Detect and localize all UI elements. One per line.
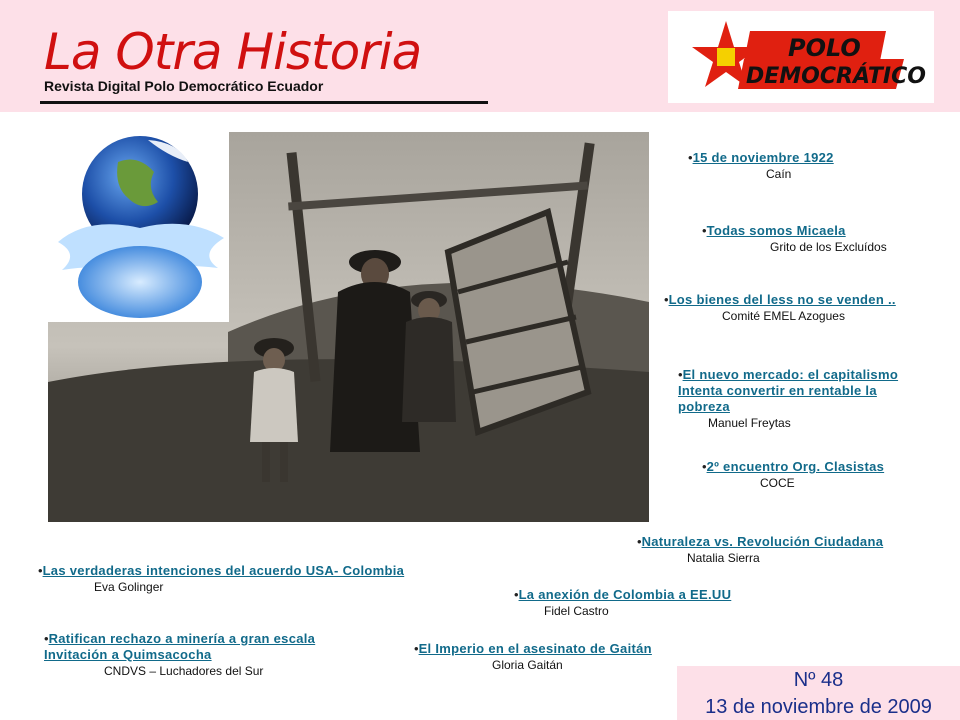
article-item	[414, 641, 652, 673]
bullet-icon: •	[514, 587, 519, 602]
globe-water-image	[48, 132, 229, 322]
logo-star-icon	[668, 11, 934, 103]
article-author: COCE	[760, 476, 795, 490]
bullet-icon: •	[664, 292, 669, 307]
logo-text-democratico: DEMOCRÁTICO	[746, 64, 926, 89]
bullet-icon: •	[637, 534, 642, 549]
article-item	[38, 563, 404, 595]
article-link[interactable]: 15 de noviembre 1922	[692, 150, 834, 165]
article-item	[702, 459, 884, 491]
globe-splash-icon	[48, 132, 229, 322]
article-link[interactable]: Los bienes del less no se venden ..	[668, 292, 896, 307]
article-link[interactable]: 2º encuentro Org. Clasistas	[706, 459, 885, 474]
article-item	[637, 534, 883, 566]
article-author: CNDVS – Luchadores del Sur	[104, 664, 264, 678]
article-item	[702, 223, 887, 255]
issue-number: Nº 48	[793, 669, 844, 691]
magazine-subtitle: Revista Digital Polo Democrático Ecuador	[44, 78, 324, 94]
article-author: Grito de los Excluídos	[770, 240, 887, 254]
article-link[interactable]: Las verdaderas intenciones del acuerdo USA- Colombia	[42, 563, 405, 578]
article-author: Fidel Castro	[544, 604, 609, 618]
article-link[interactable]: Ratifican rechazo a minería a gran escala	[48, 631, 316, 646]
article-link[interactable]: Intenta convertir en rentable la	[678, 383, 877, 398]
header-divider	[40, 101, 488, 104]
article-link[interactable]: Invitación a Quimsacocha	[44, 647, 212, 662]
article-item	[664, 292, 896, 324]
article-item	[678, 367, 898, 431]
article-link[interactable]: Todas somos Micaela	[706, 223, 846, 238]
article-author: Eva Golinger	[94, 580, 164, 594]
article-author: Natalia Sierra	[687, 551, 760, 565]
issue-info	[677, 666, 960, 720]
article-link[interactable]: La anexión de Colombia a EE.UU	[518, 587, 732, 602]
article-item	[688, 150, 834, 182]
bullet-icon: •	[702, 223, 707, 238]
bullet-icon: •	[702, 459, 707, 474]
article-author: Gloria Gaitán	[492, 658, 563, 672]
polo-democratico-logo	[668, 11, 934, 103]
article-author: Manuel Freytas	[708, 416, 791, 430]
bullet-icon: •	[678, 367, 683, 382]
article-author: Comité EMEL Azogues	[722, 309, 845, 323]
logo-text-polo: POLO	[788, 34, 861, 62]
bullet-icon: •	[688, 150, 693, 165]
article-link[interactable]: Naturaleza vs. Revolución Ciudadana	[641, 534, 884, 549]
article-author: Caín	[766, 167, 792, 181]
bullet-icon: •	[44, 631, 49, 646]
article-link[interactable]: El nuevo mercado: el capitalismo	[682, 367, 899, 382]
article-item	[44, 631, 315, 679]
article-link[interactable]: El Imperio en el asesinato de Gaitán	[418, 641, 652, 656]
bullet-icon: •	[414, 641, 419, 656]
article-item	[514, 587, 731, 619]
magazine-title: La Otra Historia	[44, 23, 422, 81]
bullet-icon: •	[38, 563, 43, 578]
article-link[interactable]: pobreza	[678, 399, 730, 414]
issue-date: 13 de noviembre de 2009	[705, 696, 932, 718]
